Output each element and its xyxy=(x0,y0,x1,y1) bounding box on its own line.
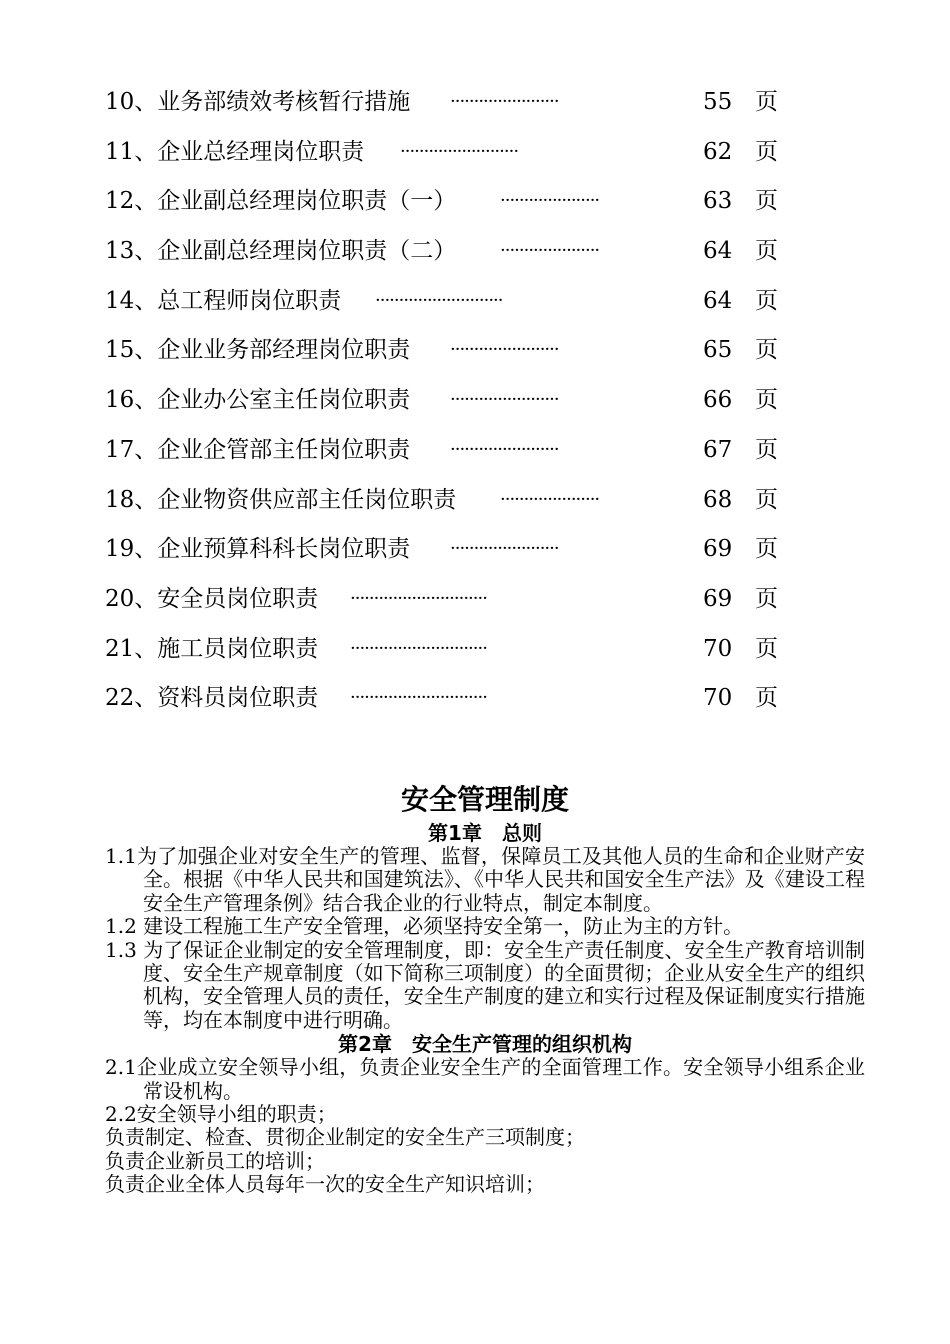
toc-page-unit: 页 xyxy=(755,287,778,314)
toc-entry[interactable] xyxy=(105,678,805,728)
toc-entry-title: 13、企业副总经理岗位职责（二） xyxy=(105,238,457,265)
toc-leader-dots: ····················· xyxy=(500,488,600,510)
paragraph: 1.2 建设工程施工生产安全管理，必须坚持安全第一，防止为主的方针。 xyxy=(105,914,744,939)
toc-entry-title: 18、企业物资供应部主任岗位职责 xyxy=(105,486,457,513)
paragraph: 2.2安全领导小组的职责； xyxy=(105,1102,337,1127)
toc-page-number: 70 xyxy=(703,635,733,662)
toc-page-number: 55 xyxy=(703,89,733,115)
toc-page-unit: 页 xyxy=(755,337,778,364)
duty-item: 负责制定、检查、贯彻企业制定的安全生产三项制度； xyxy=(105,1125,585,1150)
toc-entry-title: 16、企业办公室主任岗位职责 xyxy=(105,387,411,414)
toc-entry-title: 10、业务部绩效考核暂行措施 xyxy=(105,89,411,115)
toc-page-number: 66 xyxy=(703,387,733,414)
toc-page-unit: 页 xyxy=(755,536,778,563)
toc-page-number: 62 xyxy=(703,138,733,165)
toc-leader-dots: ······················· xyxy=(450,389,559,411)
toc-page-number: 65 xyxy=(703,337,733,364)
toc-entry[interactable] xyxy=(105,480,805,530)
toc-page-number: 69 xyxy=(703,536,733,563)
toc-entry[interactable] xyxy=(105,529,805,579)
chapter-heading: 第1章 总则 xyxy=(428,821,542,845)
toc-entry[interactable] xyxy=(105,181,805,231)
toc-entry[interactable] xyxy=(105,330,805,380)
toc-page-unit: 页 xyxy=(755,585,778,612)
paragraph: 2.1企业成立安全领导小组，负责企业安全生产的全面管理工作。安全领导小组系企业常设机构。 xyxy=(105,1055,865,1103)
toc-entry[interactable] xyxy=(105,281,805,331)
toc-page-unit: 页 xyxy=(755,685,778,712)
toc-leader-dots: ··························· xyxy=(375,289,503,311)
toc-entry-title: 21、施工员岗位职责 xyxy=(105,635,319,662)
toc-page-unit: 页 xyxy=(755,188,778,215)
toc-page-unit: 页 xyxy=(755,436,778,463)
toc-entry[interactable] xyxy=(105,430,805,480)
toc-page-number: 67 xyxy=(703,436,733,463)
toc-page-number: 68 xyxy=(703,486,733,513)
document-body xyxy=(105,782,865,1197)
table-of-contents xyxy=(105,82,805,728)
toc-page-unit: 页 xyxy=(755,138,778,165)
toc-page-unit: 页 xyxy=(755,89,778,115)
toc-leader-dots: ····················· xyxy=(500,240,600,262)
toc-page-unit: 页 xyxy=(755,486,778,513)
toc-entry[interactable] xyxy=(105,132,805,182)
toc-page-unit: 页 xyxy=(755,635,778,662)
toc-entry-title: 20、安全员岗位职责 xyxy=(105,585,319,612)
document-title: 安全管理制度 xyxy=(400,783,569,816)
toc-entry[interactable] xyxy=(105,380,805,430)
toc-entry-title: 19、企业预算科科长岗位职责 xyxy=(105,536,411,563)
toc-entry[interactable] xyxy=(105,629,805,679)
duty-item: 负责企业全体人员每年一次的安全生产知识培训； xyxy=(105,1172,545,1197)
toc-leader-dots: ····························· xyxy=(350,687,487,709)
toc-page-number: 69 xyxy=(703,585,733,612)
toc-page-number: 64 xyxy=(703,238,733,265)
toc-entry-title: 14、总工程师岗位职责 xyxy=(105,287,342,314)
paragraph: 1.3 为了保证企业制定的安全管理制度，即：安全生产责任制度、安全生产教育培训制度、安全生产规章制度（如下简称三项制度）的全面贯彻；企业从安全生产的组织机构，安全管理人员的责任，安全生产制度的建立和实行过程及保证制度实行措施等，均在本制度中进行明确。 xyxy=(105,937,865,1032)
toc-entry-title: 12、企业副总经理岗位职责（一） xyxy=(105,188,457,215)
toc-leader-dots: ····························· xyxy=(350,637,487,659)
toc-page-number: 64 xyxy=(703,287,733,314)
toc-page-number: 63 xyxy=(703,188,733,215)
chapter-heading: 第2章 安全生产管理的组织机构 xyxy=(338,1032,632,1057)
toc-entry-title: 15、企业业务部经理岗位职责 xyxy=(105,337,411,364)
toc-leader-dots: ····························· xyxy=(350,587,487,609)
duty-item: 负责企业新员工的培训； xyxy=(105,1148,325,1173)
toc-leader-dots: ······················· xyxy=(450,538,559,560)
toc-leader-dots: ····················· xyxy=(500,190,600,212)
toc-entry[interactable] xyxy=(105,579,805,629)
toc-leader-dots: ······················· xyxy=(450,438,559,460)
toc-entry-title: 17、企业企管部主任岗位职责 xyxy=(105,436,411,463)
toc-page-unit: 页 xyxy=(755,387,778,414)
toc-entry[interactable] xyxy=(105,231,805,281)
toc-leader-dots: ······················· xyxy=(450,339,559,361)
toc-page-unit: 页 xyxy=(755,238,778,265)
toc-leader-dots: ························· xyxy=(400,140,519,162)
toc-entry-title: 22、资料员岗位职责 xyxy=(105,685,319,712)
toc-entry[interactable] xyxy=(105,82,805,132)
paragraph: 1.1为了加强企业对安全生产的管理、监督，保障员工及其他人员的生命和企业财产安全。根据《中华人民共和国建筑法》、《中华人民共和国安全生产法》及《建设工程安全生产管理条例》结合我企业的行业特点，制定本制度。 xyxy=(105,844,865,915)
toc-leader-dots: ······················· xyxy=(450,91,559,112)
toc-entry-title: 11、企业总经理岗位职责 xyxy=(105,138,365,165)
toc-page-number: 70 xyxy=(703,685,733,712)
